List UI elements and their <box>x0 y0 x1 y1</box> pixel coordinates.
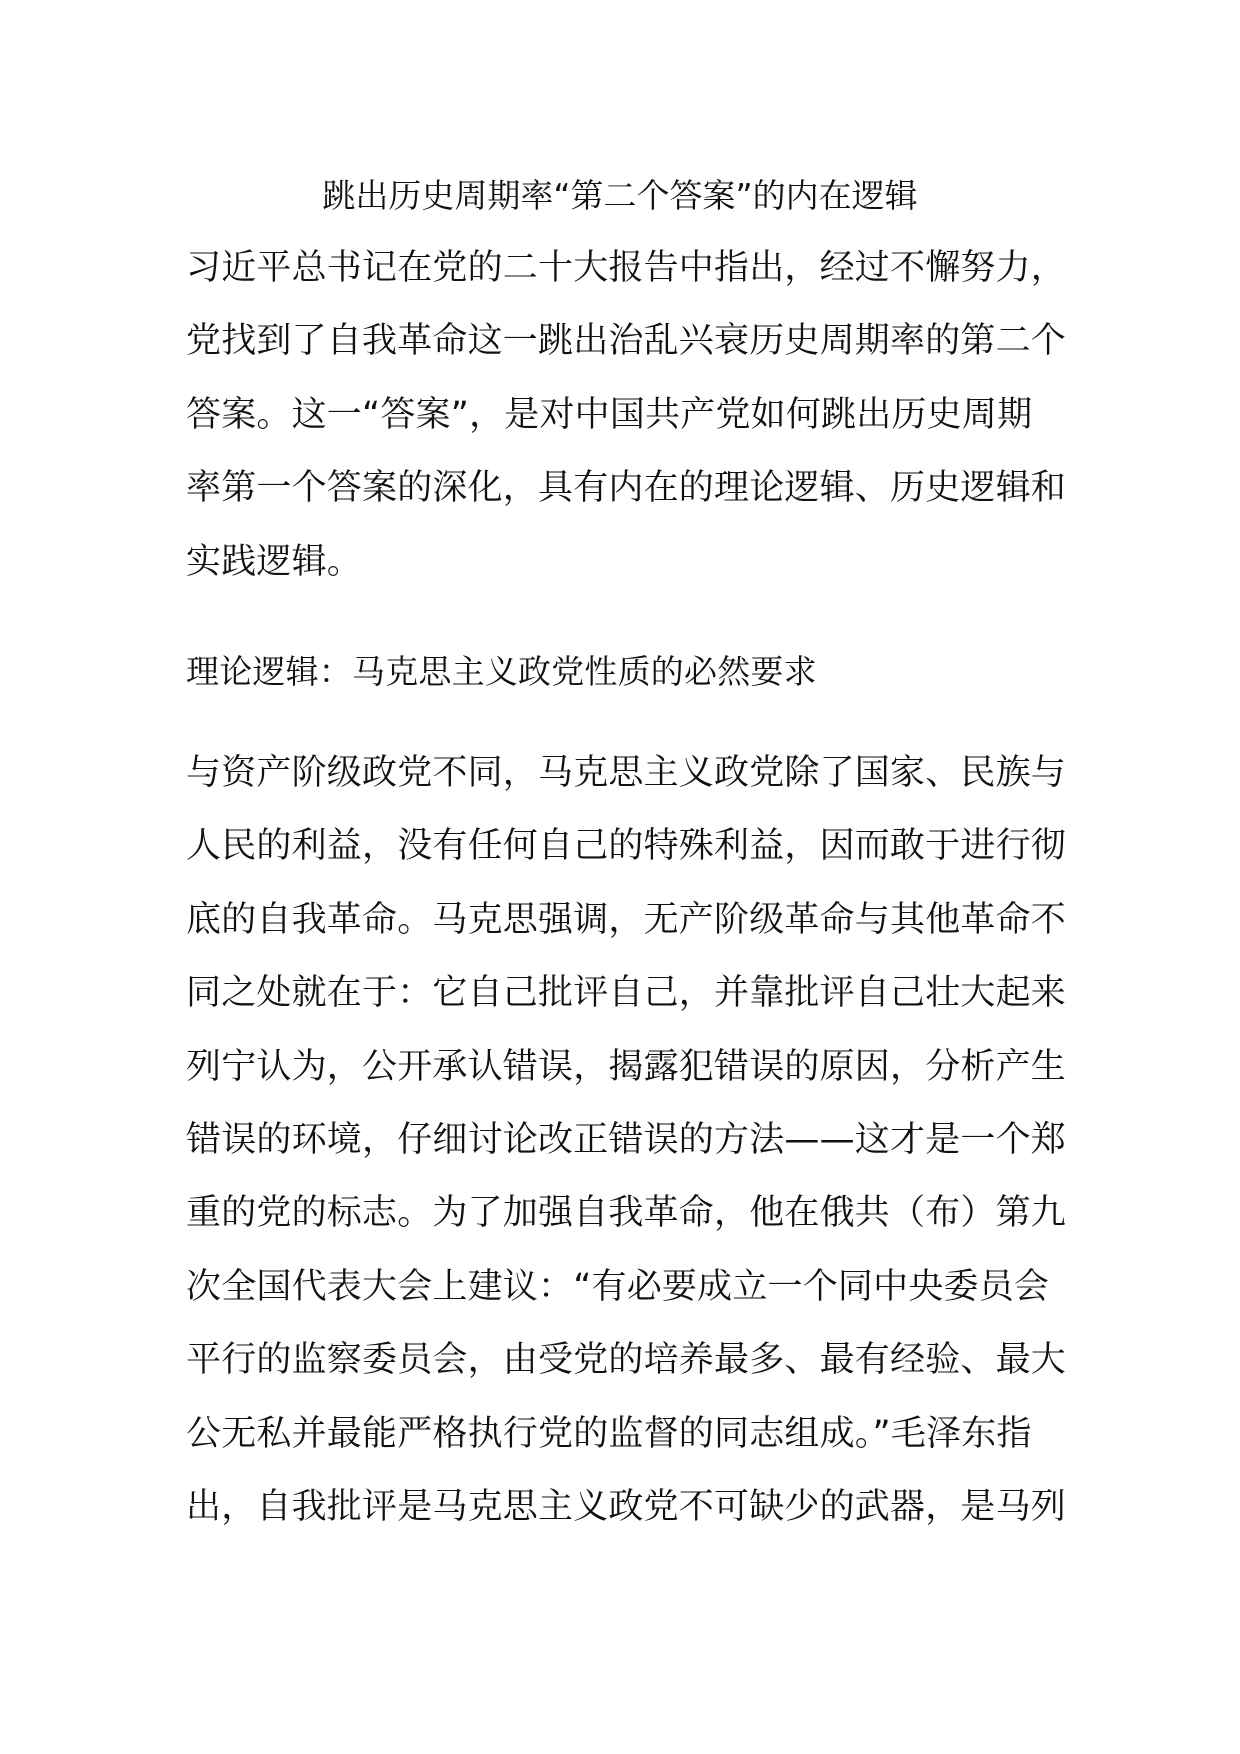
section-heading-text: 理论逻辑：马克思主义政党性质的必然要求 <box>186 652 817 691</box>
paragraph-line: 同之处就在于：它自己批评自己，并靠批评自己壮大起来 <box>186 973 1067 1014</box>
paragraph-line: 与资产阶级政党不同，马克思主义政党除了国家、民族与 <box>186 753 1067 793</box>
paragraph-line: 重的党的标志。为了加强自我革命，他在俄共（布）第九 <box>186 1193 1067 1234</box>
paragraph-intro <box>186 232 1066 599</box>
paragraph-theory <box>186 737 1066 1544</box>
paragraph-line: 错误的环境，仔细讨论改正错误的方法——这才是一个郑 <box>186 1119 1067 1160</box>
paragraph-line: 实践逻辑。 <box>186 541 363 582</box>
paragraph-line: 平行的监察委员会，由受党的培养最多、最有经验、最大 <box>186 1340 1067 1381</box>
paragraph-line: 列宁认为，公开承认错误，揭露犯错误的原因，分析产生 <box>186 1046 1067 1087</box>
paragraph-line: 出，自我批评是马克思主义政党不可缺少的武器，是马列 <box>186 1486 1067 1527</box>
paragraph-line: 党找到了自我革命这一跳出治乱兴衰历史周期率的第二个 <box>186 321 1067 362</box>
paragraph-line: 人民的利益，没有任何自己的特殊利益，因而敢于进行彻 <box>186 826 1067 867</box>
paragraph-line: 公无私并最能严格执行党的监督的同志组成。”毛泽东指 <box>186 1413 1032 1454</box>
section-heading <box>186 644 1066 700</box>
paragraph-line: 次全国代表大会上建议：“有必要成立一个同中央委员会 <box>186 1266 1050 1307</box>
paragraph-line: 底的自我革命。马克思强调，无产阶级革命与其他革命不 <box>186 899 1067 940</box>
paragraph-line: 答案。这一“答案”，是对中国共产党如何跳出历史周期 <box>186 394 1033 435</box>
paragraph-line: 率第一个答案的深化，具有内在的理论逻辑、历史逻辑和 <box>186 468 1067 509</box>
paragraph-line: 习近平总书记在党的二十大报告中指出，经过不懈努力， <box>186 248 1067 288</box>
document-title: 跳出历史周期率“第二个答案”的内在逻辑 <box>322 176 918 215</box>
